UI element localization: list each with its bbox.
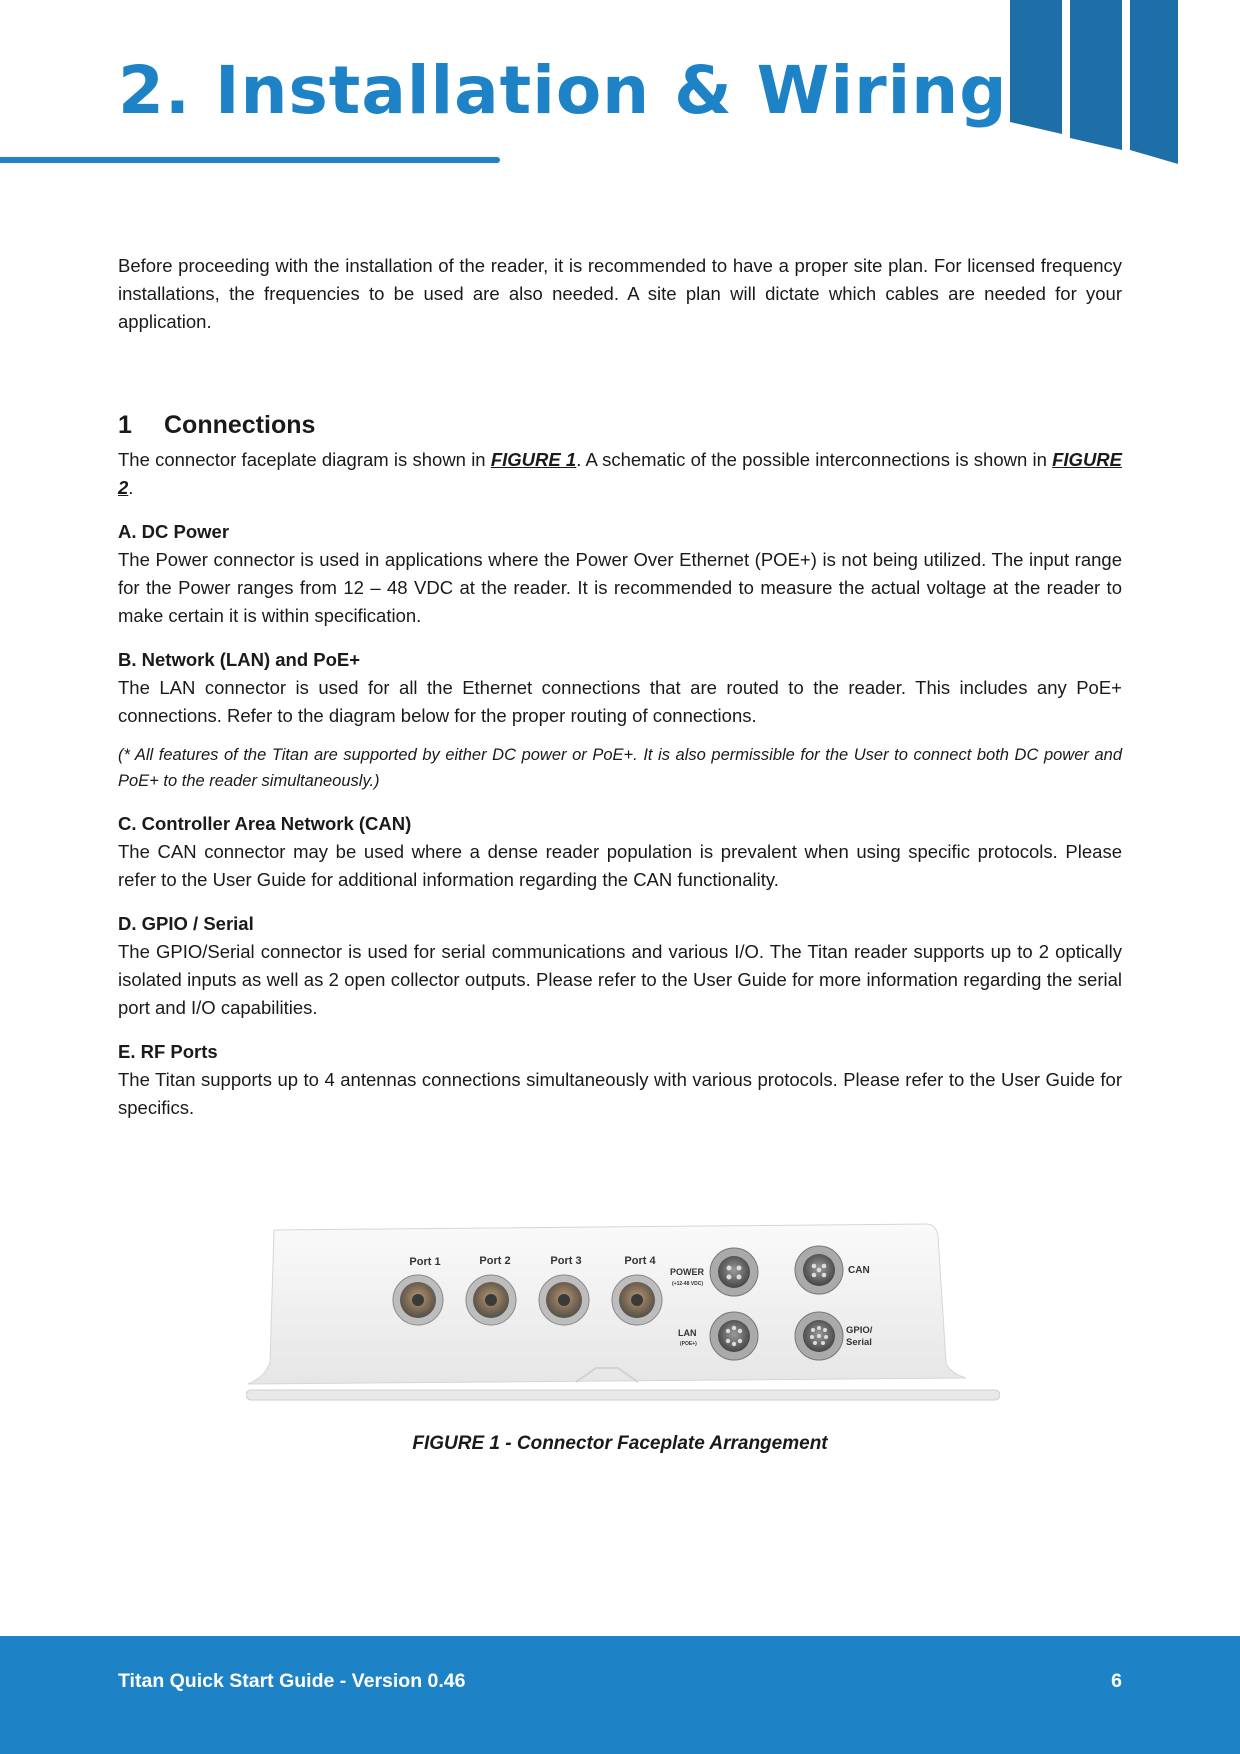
footer-doc-title: Titan Quick Start Guide - Version 0.46: [118, 1670, 466, 1692]
page-title: 2. Installation & Wiring: [118, 52, 1008, 129]
subheading-can: C. Controller Area Network (CAN): [118, 813, 412, 834]
gpio-text: The GPIO/Serial connector is used for serial communications and various I/O. The Titan reader supports up to 2 optically isolated inputs as well as 2 open collector outputs. Please refer to the User Guide for more information regarding the serial port and I/O capabilities.: [118, 941, 1122, 1018]
port-4-label: Port 4: [624, 1255, 656, 1267]
rf-ports-text: The Titan supports up to 4 antennas connections simultaneously with various protocols. Please refer to the User Guide for specifics.: [118, 1069, 1122, 1118]
port-2-label: Port 2: [479, 1255, 511, 1267]
section-heading: [118, 408, 315, 442]
rf-port-4-connector: [612, 1275, 662, 1325]
network-text: The LAN connector is used for all the Ethernet connections that are routed to the reader. This includes any PoE+ connections. Refer to the diagram below for the proper routing of connections.: [118, 677, 1122, 726]
lan-poe-label: (POE+): [680, 1341, 697, 1347]
figure2-link[interactable]: FIGURE 2: [118, 449, 1122, 498]
lan-label: LAN: [678, 1328, 697, 1338]
figure-caption: FIGURE 1 - Connector Faceplate Arrangement: [412, 1433, 828, 1454]
footer-page-number: 6: [1111, 1670, 1122, 1692]
serial-label: Serial: [846, 1337, 872, 1348]
subheading-rf-ports: E. RF Ports: [118, 1041, 218, 1062]
lan-connector: [710, 1312, 758, 1360]
figure1-link[interactable]: FIGURE 1: [490, 449, 577, 470]
power-voltage-label: (+12-48 VDC): [672, 1281, 703, 1287]
gpio-serial-connector: [795, 1312, 843, 1360]
title-underline: [0, 157, 500, 163]
rf-port-1-connector: [393, 1275, 443, 1325]
subheading-dc-power: A. DC Power: [118, 521, 230, 542]
section-title: Connections: [164, 411, 316, 439]
can-text: The CAN connector may be used where a dense reader population is prevalent when using specific protocols. Please refer to the User Guide for additional information regarding the CAN functionality.: [118, 841, 1122, 890]
section-number: 1: [118, 411, 132, 439]
connector-faceplate-figure: [246, 1222, 1000, 1408]
intro-paragraph: Before proceeding with the installation of the reader, it is recommended to have a proper site plan. For licensed frequency installations, the frequencies to be used are also needed. A site plan will dictate which cables are needed for your application.: [118, 255, 1122, 332]
subheading-network: B. Network (LAN) and PoE+: [118, 649, 361, 670]
dc-power-text: The Power connector is used in applications where the Power Over Ethernet (POE+) is not being utilized. The input range for the Power ranges from 12 – 48 VDC at the reader. It is recommended to measure the actual voltage at the reader to make certain it is within specification.: [118, 549, 1122, 626]
rf-port-2-connector: [466, 1275, 516, 1325]
can-connector: [795, 1246, 843, 1294]
connections-body: [118, 446, 1122, 1122]
rf-port-3-connector: [539, 1275, 589, 1325]
power-connector: [710, 1248, 758, 1296]
header-stripes-decoration: [1008, 0, 1240, 165]
gpio-label: GPIO/: [846, 1325, 873, 1336]
network-note: (* All features of the Titan are supported by either DC power or PoE+. It is also permissible for the User to connect both DC power and PoE+ to the reader simultaneously.): [118, 746, 1122, 790]
page-footer: [0, 1636, 1240, 1754]
subheading-gpio: D. GPIO / Serial: [118, 913, 254, 934]
can-label: CAN: [848, 1265, 870, 1276]
power-label: POWER: [670, 1267, 705, 1277]
port-1-label: Port 1: [409, 1256, 441, 1268]
port-3-label: Port 3: [550, 1255, 582, 1267]
connections-intro: The connector faceplate diagram is shown in FIGURE 1. A schematic of the possible interconnections is shown in FIGURE 2.: [118, 449, 1122, 498]
